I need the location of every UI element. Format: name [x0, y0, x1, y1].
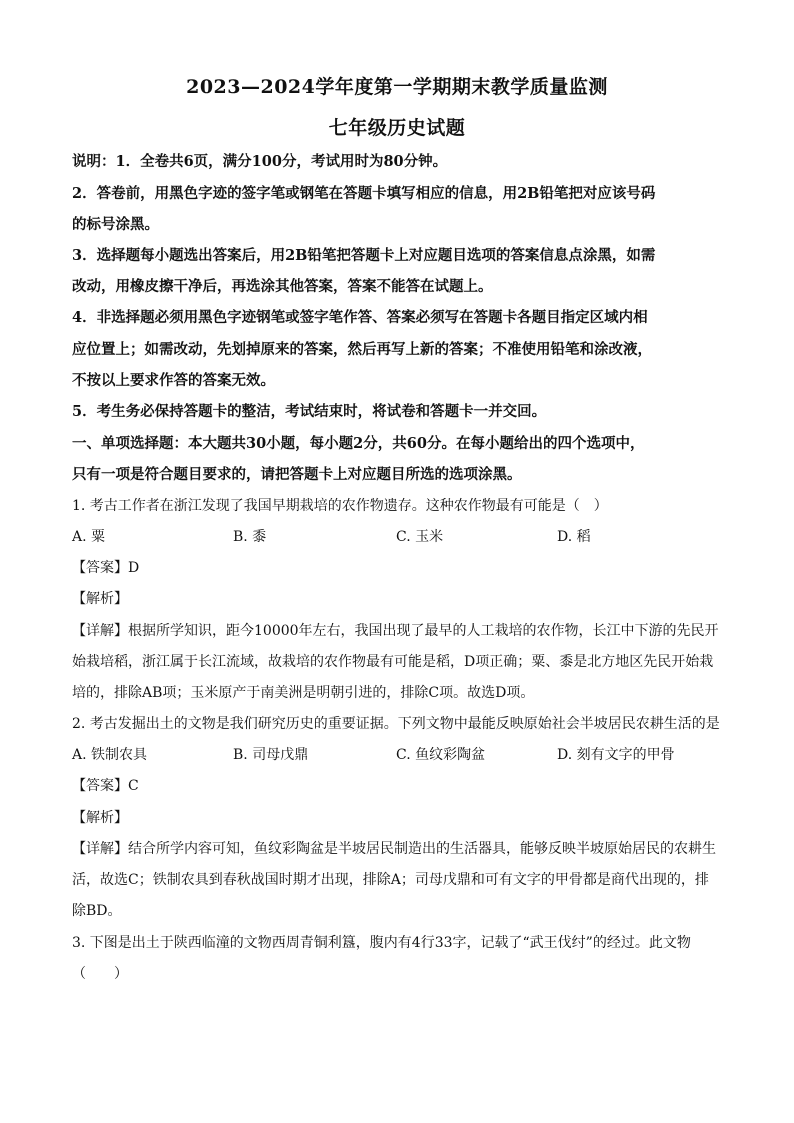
section-heading: 只有一项是符合题目要求的，请把答题卡上对应题目所选的选项涂黑。	[72, 466, 522, 483]
question-3-stem: （ ）	[72, 966, 128, 982]
q2-answer: 【答案】C	[72, 778, 139, 794]
q1-option-a: A. 粟	[72, 529, 106, 545]
q1-detail-line: 【详解】根据所学知识，距今10000年左右，我国出现了最早的人工栽培的农作物，长江中下游的先民开	[72, 623, 719, 639]
instruction-line: 4．非选择题必须用黑色字迹钢笔或签字笔作答、答案必须写在答题卡各题目指定区域内相	[72, 309, 648, 326]
q1-analysis-label: 【解析】	[72, 591, 128, 607]
q2-detail-line: 【详解】结合所学内容可知，鱼纹彩陶盆是半坡居民制造出的生活器具，能够反映半坡原始居民的农耕生	[72, 841, 716, 857]
q1-option-d: D. 稻	[557, 529, 591, 545]
section-heading: 一、单项选择题：本大题共30小题，每小题2分，共60分。在每小题给出的四个选项中，	[72, 435, 645, 452]
q2-option-d: D. 刻有文字的甲骨	[557, 747, 675, 763]
question-2-stem: 2. 考古发掘出土的文物是我们研究历史的重要证据。下列文物中最能反映原始社会半坡居民农耕生活的是	[72, 716, 720, 732]
instruction-line: 不按以上要求作答的答案无效。	[72, 372, 275, 389]
q2-option-b: B. 司母戊鼎	[233, 747, 309, 763]
q2-option-a: A. 铁制农具	[72, 747, 148, 763]
instruction-line: 的标号涂黑。	[72, 216, 159, 233]
instruction-line: 应位置上；如需改动，先划掉原来的答案，然后再写上新的答案；不准使用铅笔和涂改液，	[72, 341, 652, 358]
q1-option-c: C. 玉米	[396, 529, 444, 545]
q2-option-c: C. 鱼纹彩陶盆	[396, 747, 486, 763]
q1-answer: 【答案】D	[72, 560, 140, 576]
q2-detail-line: 除BD。	[72, 903, 122, 919]
instruction-line: 改动，用橡皮擦干净后，再选涂其他答案，答案不能答在试题上。	[72, 278, 493, 295]
q2-analysis-label: 【解析】	[72, 810, 128, 826]
question-3-stem: 3. 下图是出土于陕西临潼的文物西周青铜利簋，腹内有4行33字，记载了“武王伐纣”的经过。此文物	[72, 935, 691, 951]
instruction-line: 5．考生务必保持答题卡的整洁，考试结束时，将试卷和答题卡一并交回。	[72, 403, 547, 420]
instruction-line: 说明：1．全卷共6页，满分100分，考试用时为80分钟。	[72, 153, 448, 170]
q2-detail-line: 活，故选C；铁制农具到春秋战国时期才出现，排除A；司母戊鼎和可有文字的甲骨都是商代出现的，排	[72, 872, 709, 888]
q1-detail-line: 培的，排除AB项；玉米原产于南美洲是明朝引进的，排除C项。故选D项。	[72, 685, 535, 701]
instruction-line: 3．选择题每小题选出答案后，用2B铅笔把答题卡上对应题目选项的答案信息点涂黑，如需	[72, 247, 656, 264]
question-1-stem: 1. 考古工作者在浙江发现了我国早期栽培的农作物遗存。这种农作物最有可能是（ ）	[72, 498, 608, 514]
exam-subtitle: 七年级历史试题	[328, 117, 466, 139]
exam-title: 2023—2024学年度第一学期期末教学质量监测	[186, 76, 608, 98]
q1-detail-line: 始栽培稻，浙江属于长江流域，故栽培的农作物最有可能是稻，D项正确；粟、黍是北方地区先民开始栽	[72, 654, 714, 670]
q1-option-b: B. 黍	[233, 529, 267, 545]
instruction-line: 2．答卷前，用黑色字迹的签字笔或钢笔在答题卡填写相应的信息，用2B铅笔把对应该号码	[72, 185, 656, 202]
